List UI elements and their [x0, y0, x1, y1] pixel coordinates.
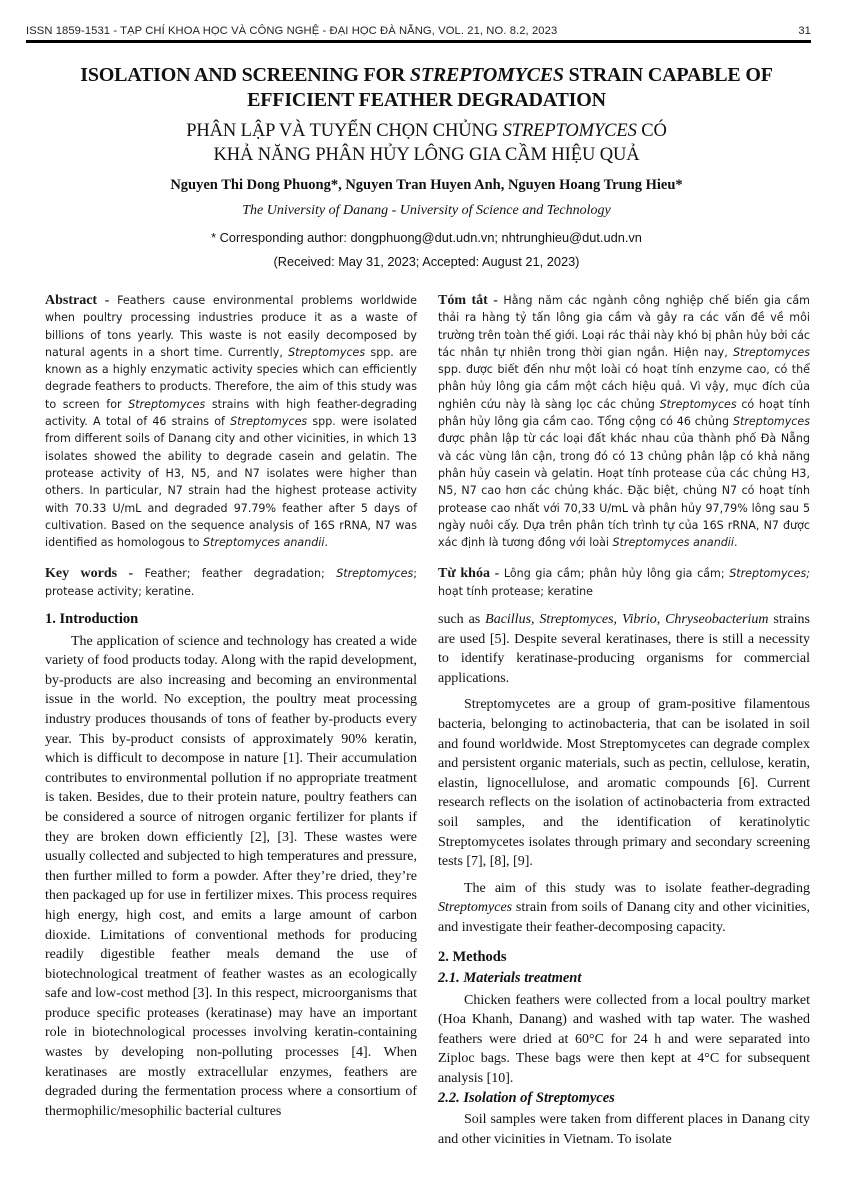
title-block: [0, 63, 853, 167]
paragraph: Soil samples were taken from different places in Danang city and other vicinities in Vietnam. To isolate: [438, 1112, 810, 1147]
page-number: 31: [798, 25, 811, 37]
body-column-right: [438, 610, 810, 1149]
running-header: [26, 25, 811, 43]
abstract-label: Abstract -: [45, 293, 110, 308]
abstract-text: Abstract - Feathers cause environmental problems worldwide when poultry processing industries produce it as a waste of billions of tons yearly. This waste is not easily decomposed by natural agents in a short time. Currently, Streptomyces spp. are known as a highly enzymatic activity species which can efficiently degrade feathers to products. Therefore, the aim of this study was to screen for Streptomyces strains with high feather-degrading activity. A total of 46 strains of Streptomyces spp. were isolated from different soils of Danang city and other vicinities, in which 13 isolates showed the ability to degrade casein and gelatin. The protease activity of H3, N5, and N7 isolates were higher than others. In particular, N7 strain had the highest protease activity with 70.33 U/mL and degraded 97.79% feather after 5 days of cultivation. Based on the sequence analysis of 16S rRNA, N7 was identified as homologous to Streptomyces anandii.: [45, 293, 417, 550]
body-column-left: [45, 610, 417, 1121]
paragraph: The application of science and technology has created a wide variety of food products today. Along with the rapid development, by-products are also increasing and becoming an environmental issue in the world. No exception, the poultry meat processing industry produces thousands of tons of feather by-products every year. This by-product consists of approximately 90% keratin, which is difficult to decompose in nature [1]. Their accumulation contributes to environmental pollution if no appropriate treatment is taken. Besides, due to their protein nature, poultry feathers can be considered a source of nitrogen organic fertilizer for plants if they are broken down efficiently [2], [3]. These wastes were usually collected and subjected to high temperatures and pressure, then further milled to form a powder. After they’re dried, they’re then packaged up for use in fertilizer mixes. This process requires high energy, high cost, and emits a large amount of carbon dioxide. Limitations of conventional methods for producing readily digestible feather meals demand the use of biotechnological treatment of feather wastes as an ecologically safe and low-cost method [3]. In this respect, microorganisms that produce specific proteases (keratinase) may have an important role in biotechnological processes involving keratin-containing wastes by developing non-polluting processes [4]. When keratinases are mostly extracellular enzymes, feathers are degraded during the fermentation process where a consortium of thermophilic/mesophilic bacterial cultures: [45, 633, 417, 1119]
abstract-text-vi: Tóm tắt - Hằng năm các ngành công nghiệp chế biến gia cầm thải ra hàng tỷ tấn lông gia cầm và gây ra các vấn đề về môi trường trên toàn thế giới. Loại rác thải này khó bị phân hủy bởi các tác nhân tự nhiên trong thời gian ngắn. Hiện nay, Streptomyces spp. được biết đến như một loài có hoạt tính enzyme cao, có thể phân hủy lông gia cầm một cách hiệu quả. Vì vậy, mục đích của nghiên cứu này là sàng lọc các chủng Streptomyces có hoạt tính phân hủy lông gia cầm cao. Tổng cộng có 46 chủng Streptomyces được phân lập từ các loại đất khác nhau của thành phố Đà Nẵng và các vùng lân cận, trong đó có 13 chủng phân lập có khả năng phân hủy casein và gelatin. Hoạt tính protease của các chủng H3, N5, N7 cao hơn các chủng khác. Đặc biệt, chủng N7 có hoạt tính protease cao nhất với 70,33 U/mL và phân hủy 97,79% lông sau 5 ngày nuôi cấy. Dựa trên phân tích trình tự của 16S rRNA, N7 được xác định là tương đồng với loài Streptomyces anandii.: [438, 293, 810, 550]
keywords-label: Key words -: [45, 566, 134, 582]
keywords-english: Key words - Feather; feather degradation; Streptomyces; protease activity; keratine.: [45, 566, 417, 598]
title-vietnamese: PHÂN LẬP VÀ TUYỂN CHỌN CHỦNG STREPTOMYCES CÓ KHẢ NĂNG PHÂN HỦY LÔNG GIA CẦM HIỆU QUẢ: [186, 121, 667, 165]
paragraph: The aim of this study was to isolate feather-degrading Streptomyces strain from soils of Danang city and other vicinities, and investigate their feather-decomposing capacity.: [438, 880, 810, 935]
keywords-vietnamese: Từ khóa - Lông gia cầm; phân hủy lông gia cầm; Streptomyces; hoạt tính protease; keratine: [438, 566, 810, 598]
paragraph: Chicken feathers were collected from a local poultry market (Hoa Khanh, Danang) and washed with tap water. The washed feathers were dried at 60°C for 24 h and were separated into Ziploc bags. These bags were then kept at 4°C for subsequent analysis [10].: [438, 992, 810, 1087]
affiliation: The University of Danang - University of Science and Technology: [242, 203, 611, 218]
corresponding-author: * Corresponding author: dongphuong@dut.udn.vn; nhtrunghieu@dut.udn.vn: [211, 230, 642, 245]
subsection-heading-materials: 2.1. Materials treatment: [438, 970, 582, 987]
section-heading-introduction: 1. Introduction: [45, 611, 139, 627]
author-names: Nguyen Thi Dong Phuong*, Nguyen Tran Huyen Anh, Nguyen Hoang Trung Hieu*: [170, 177, 683, 193]
section-heading-methods: 2. Methods: [438, 948, 507, 965]
paragraph: such as Bacillus, Streptomyces, Vibrio, Chryseobacterium strains are used [5]. Despite several keratinases, there is still a necessity to identify keratinase-producing organisms for commercial applications.: [438, 612, 810, 686]
paragraph: Streptomycetes are a group of gram-positive filamentous bacteria, belonging to actinobacteria, that can be isolated in soil and found worldwide. Most Streptomycetes can degrade complex and persistent organic materials, such as pectin, cellulose, keratin, elastin, lignocellulose, and aromatic compounds [6]. Current research reflects on the isolation of actinobacteria from extracted soil samples, and the identification of keratinolytic Streptomycetes isolates through primary and secondary screening tests [7], [8], [9].: [438, 697, 810, 870]
title-english: ISOLATION AND SCREENING FOR STREPTOMYCES STRAIN CAPABLE OF EFFICIENT FEATHER DEGRADATION: [80, 64, 773, 111]
journal-line: ISSN 1859-1531 - TẠP CHÍ KHOA HỌC VÀ CÔNG NGHỆ - ĐẠI HỌC ĐÀ NẴNG, VOL. 21, NO. 8.2, 2023: [26, 25, 558, 37]
authors-block: [0, 175, 853, 272]
abstract-label-vi: Tóm tắt -: [438, 293, 498, 308]
abstract-vietnamese: [438, 292, 810, 600]
abstract-english: [45, 292, 417, 600]
keywords-label-vi: Từ khóa -: [438, 566, 500, 582]
subsection-heading-isolation: 2.2. Isolation of Streptomyces: [438, 1089, 615, 1106]
received-dates: (Received: May 31, 2023; Accepted: August 21, 2023): [273, 254, 580, 269]
